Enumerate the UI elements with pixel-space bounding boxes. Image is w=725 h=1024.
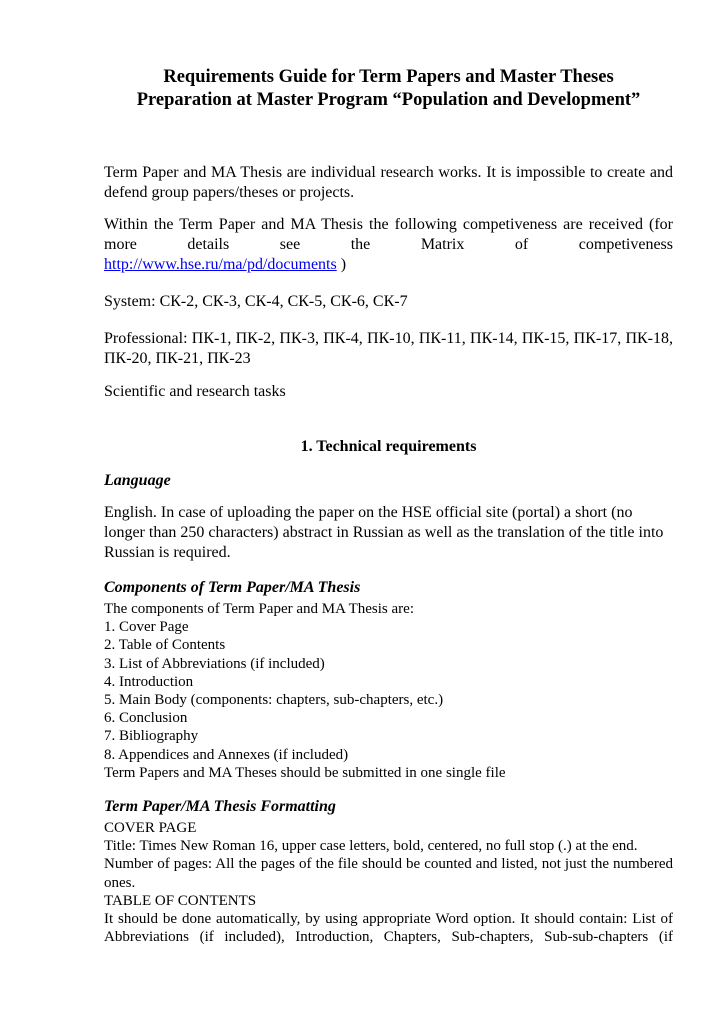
subheading-formatting: Term Paper/MA Thesis Formatting [104,798,336,816]
list-item: 6. Conclusion [104,710,188,727]
list-item: 3. List of Abbreviations (if included) [104,655,325,672]
cover-title-text: Title: Times New Roman 16, upper case letters, bold, centered, no full stop (.) at the end. [104,838,638,855]
components-intro: The components of Term Paper and MA Thesis are: [104,601,414,617]
professional-competencies: Professional: ПК-1, ПК-2, ПК-3, ПК-4, ПК-10, ПК-11, ПК-14, ПК-15, ПК-17, ПК-18, ПК-20, ПК-21, ПК-23 [104,330,673,367]
list-item: 8. Appendices and Annexes (if included) [104,746,349,763]
section-heading-technical: 1. Technical requirements [300,438,477,455]
components-note: Term Papers and MA Theses should be submitted in one single file [104,764,506,781]
title-line-2: Preparation at Master Program “Population and Development” [136,90,641,110]
cover-page-label: COVER PAGE [104,820,197,837]
language-text: English. In case of uploading the paper on the HSE official site (portal) a short (no longer than 250 characters) abstract in Russian as well as the translation of the title into Russian is required. [104,504,664,561]
list-item: 7. Bibliography [104,728,199,745]
system-competencies: System: СК-2, СК-3, СК-4, СК-5, СК-6, СК-7 [104,293,408,310]
toc-label: TABLE OF CONTENTS [104,892,257,909]
list-item: 1. Cover Page [104,619,189,636]
competiveness-close: ) [336,256,347,273]
scientific-tasks: Scientific and research tasks [104,383,286,400]
document-title [104,66,673,112]
toc-text: It should be done automatically, by using appropriate Word option. It should contain: List of Abbreviations (if included), Introduction, Chapters, Sub-chapters, Sub-sub-chapters (if [104,911,673,946]
cover-pages-text: Number of pages: All the pages of the file should be counted and listed, not just the numbered ones. [104,856,673,891]
list-item: 5. Main Body (components: chapters, sub-chapters, etc.) [104,692,444,709]
list-item: 4. Introduction [104,673,194,690]
document-page [104,66,673,946]
competiveness-text: Within the Term Paper and MA Thesis the following competiveness are received (for more details see the Matrix of competiveness [104,216,673,253]
subheading-language: Language [104,472,171,489]
title-line-1: Requirements Guide for Term Papers and Master Theses [163,67,614,87]
list-item: 2. Table of Contents [104,637,226,654]
intro-paragraph: Term Paper and MA Thesis are individual research works. It is impossible to create and defend group papers/theses or projects. [104,164,673,201]
documents-link[interactable]: http://www.hse.ru/ma/pd/documents [104,256,337,273]
components-list [104,618,673,764]
competiveness-paragraph [104,215,673,275]
subheading-components: Components of Term Paper/MA Thesis [104,579,361,596]
